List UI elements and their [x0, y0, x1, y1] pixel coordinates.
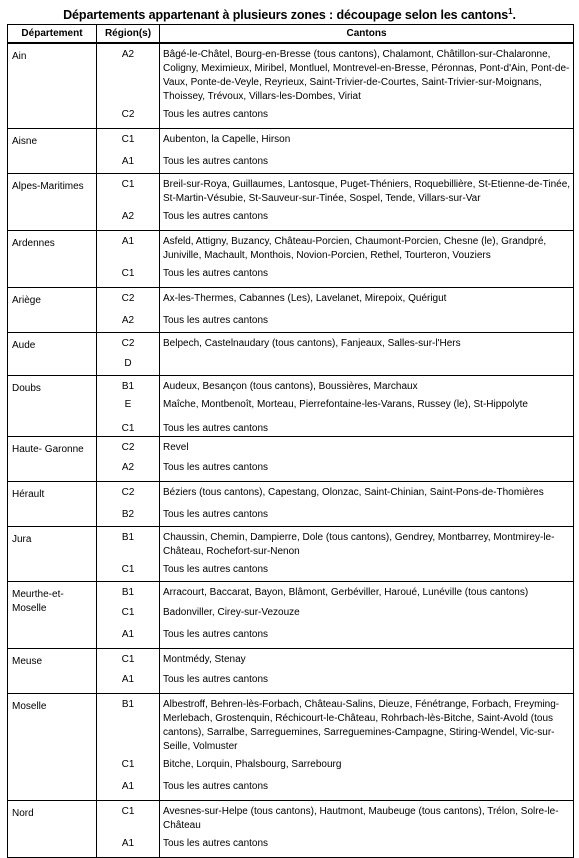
region-code: B2 — [121, 509, 135, 520]
table-row — [8, 174, 574, 231]
cantons-cell — [160, 527, 574, 582]
region-code: A1 — [121, 236, 135, 247]
region-cell — [97, 482, 160, 527]
table-row — [8, 333, 574, 376]
cantons-list: Tous les autres cantons — [163, 838, 269, 849]
departement-cell: Ariège — [8, 288, 97, 333]
region-cell — [97, 43, 160, 129]
region-code: C1 — [121, 179, 135, 190]
region-code: A1 — [121, 629, 135, 640]
cantons-list: Tous les autres cantons — [163, 315, 269, 326]
region-code: C1 — [121, 134, 135, 145]
cantons-list — [163, 355, 573, 375]
table-row — [8, 376, 574, 437]
cantons-list: Tous les autres cantons — [163, 423, 269, 434]
region-code: E — [124, 399, 132, 410]
cantons-list: Montmédy, Stenay — [163, 654, 246, 665]
region-code: C2 — [121, 442, 135, 453]
region-cell — [97, 527, 160, 582]
region-code: C2 — [121, 338, 135, 349]
table-row — [8, 231, 574, 288]
cantons-cell — [160, 174, 574, 231]
table-header-row — [8, 25, 574, 44]
table-row — [8, 43, 574, 129]
region-code: C1 — [121, 564, 135, 575]
cantons-cell — [160, 288, 574, 333]
departement-cell: Meuse — [8, 649, 97, 694]
departement-cell: Jura — [8, 527, 97, 582]
cantons-list: Belpech, Castelnaudary (tous cantons), Fanjeaux, Salles-sur-l'Hers — [163, 338, 461, 349]
cantons-list: Bâgé-le-Châtel, Bourg-en-Bresse (tous cantons), Chalamont, Châtillon-sur-Chalaronne, Coligny, Meximieux, Miribel, Montluel, Montrevel-en-Bresse, Péronnas, Pont-d'Ain, Pont-de-Vaux, Ponte-de-Veyle, Reyrieux, Saint-Trivier-de-Courtes, Saint-Trivier-sur-Moignans, Thoissey, Trévoux, Villars-les-Dombes, Viriat — [163, 49, 570, 102]
cantons-list: Tous les autres cantons — [163, 629, 269, 640]
region-code: C1 — [121, 654, 135, 665]
region-code: C2 — [121, 293, 135, 304]
cantons-cell — [160, 482, 574, 527]
cantons-list: Albestroff, Behren-lès-Forbach, Château-Salins, Dieuze, Fénétrange, Forbach, Freyming-Merlebach, Grostenquin, Réchicourt-le-Château, Rohrbach-lès-Bitche, Saint-Avold (tous cantons), Sarralbe, Sarreguemines, Sarreguemines-Campagne, Stiring-Wendel, Vic-sur-Seille, Volmuster — [163, 699, 560, 752]
departement-cell: Doubs — [8, 376, 97, 437]
cantons-cell — [160, 801, 574, 858]
region-code: C1 — [121, 759, 135, 770]
departement-cell: Aude — [8, 333, 97, 376]
cantons-list: Tous les autres cantons — [163, 781, 269, 792]
cantons-list: Arracourt, Baccarat, Bayon, Blâmont, Gerbéviller, Haroué, Lunéville (tous cantons) — [163, 587, 529, 598]
region-cell — [97, 333, 160, 376]
cantons-cell — [160, 649, 574, 694]
cantons-list: Bitche, Lorquin, Phalsbourg, Sarrebourg — [163, 759, 342, 770]
cantons-cell — [160, 231, 574, 288]
cantons-list: Asfeld, Attigny, Buzancy, Château-Porcien, Chaumont-Porcien, Chesne (le), Grandpré, Juniville, Machault, Monthois, Novion-Porcien, Rethel, Tourteron, Vouziers — [163, 236, 547, 261]
table-row — [8, 482, 574, 527]
cantons-list: Tous les autres cantons — [163, 156, 269, 167]
cantons-cell — [160, 694, 574, 801]
table-row — [8, 288, 574, 333]
region-code: D — [124, 358, 132, 369]
cantons-cell — [160, 376, 574, 437]
cantons-list: Tous les autres cantons — [163, 109, 269, 120]
region-cell — [97, 649, 160, 694]
region-code: A1 — [121, 838, 135, 849]
header-departement: Département — [8, 25, 97, 44]
cantons-list: Revel — [163, 442, 189, 453]
region-cell — [97, 288, 160, 333]
cantons-list: Tous les autres cantons — [163, 211, 269, 222]
departement-cell: Ain — [8, 43, 97, 129]
table-row — [8, 694, 574, 801]
region-code: C1 — [121, 607, 135, 618]
region-code: B1 — [121, 587, 135, 598]
cantons-list: Audeux, Besançon (tous cantons), Boussières, Marchaux — [163, 381, 418, 392]
title-text: Départements appartenant à plusieurs zones : découpage selon les cantons — [63, 8, 509, 23]
region-code: A1 — [121, 781, 135, 792]
departement-cell: Alpes-Maritimes — [8, 174, 97, 231]
departement-cell: Moselle — [8, 694, 97, 801]
cantons-list: Tous les autres cantons — [163, 268, 269, 279]
title-footnote: 1 — [508, 7, 513, 16]
cantons-list: Badonviller, Cirey-sur-Vezouze — [163, 607, 300, 618]
table-row — [8, 801, 574, 858]
table-row — [8, 582, 574, 649]
region-code: C2 — [121, 487, 135, 498]
region-code: C2 — [121, 109, 135, 120]
cantons-cell — [160, 333, 574, 376]
region-code: A1 — [121, 156, 135, 167]
region-cell — [97, 174, 160, 231]
region-code: C1 — [121, 423, 135, 434]
region-cell — [97, 582, 160, 649]
cantons-list: Tous les autres cantons — [163, 509, 269, 520]
cantons-list: Maîche, Montbenoît, Morteau, Pierrefontaine-les-Varans, Russey (le), St-Hippolyte — [163, 399, 528, 410]
header-cantons: Cantons — [160, 25, 574, 44]
cantons-list: Ax-les-Thermes, Cabannes (Les), Lavelanet, Mirepoix, Quérigut — [163, 293, 447, 304]
region-code: C1 — [121, 268, 135, 279]
cantons-list: Tous les autres cantons — [163, 564, 269, 575]
region-code: C1 — [121, 806, 135, 817]
cantons-cell — [160, 437, 574, 482]
region-code: B1 — [121, 699, 135, 710]
region-code: A2 — [121, 49, 135, 60]
table-row — [8, 437, 574, 482]
region-code: B1 — [121, 532, 135, 543]
table-row — [8, 129, 574, 174]
table-row — [8, 527, 574, 582]
cantons-list: Tous les autres cantons — [163, 674, 269, 685]
cantons-cell — [160, 582, 574, 649]
document-title: Départements appartenant à plusieurs zones : découpage selon les cantons$^1$. — [63, 7, 516, 23]
cantons-list: Chaussin, Chemin, Dampierre, Dole (tous cantons), Gendrey, Montbarrey, Montmirey-le-Château, Rochefort-sur-Nenon — [163, 532, 555, 557]
region-code: A1 — [121, 674, 135, 685]
departement-cell: Haute- Garonne — [8, 437, 97, 482]
departement-cell: Nord — [8, 801, 97, 858]
departement-cell: Ardennes — [8, 231, 97, 288]
departement-cell: Hérault — [8, 482, 97, 527]
cantons-list: Breil-sur-Roya, Guillaumes, Lantosque, Puget-Théniers, Roquebillière, St-Etienne-de-Tinée, St-Martin-Vésubie, St-Sauveur-sur-Tinée, Sospel, Tende, Villars-sur-Var — [163, 179, 571, 204]
region-cell — [97, 694, 160, 801]
cantons-cell — [160, 129, 574, 174]
region-cell — [97, 129, 160, 174]
cantons-table — [7, 24, 574, 858]
region-code: A2 — [121, 462, 135, 473]
departement-cell: Meurthe-et- Moselle — [8, 582, 97, 649]
cantons-list: Avesnes-sur-Helpe (tous cantons), Hautmont, Maubeuge (tous cantons), Trélon, Solre-le-Château — [163, 806, 559, 831]
region-cell — [97, 231, 160, 288]
region-cell — [97, 376, 160, 437]
cantons-list: Aubenton, la Capelle, Hirson — [163, 134, 291, 145]
region-code: A2 — [121, 211, 135, 222]
cantons-cell — [160, 43, 574, 129]
region-cell — [97, 437, 160, 482]
cantons-list: Tous les autres cantons — [163, 462, 269, 473]
region-cell — [97, 801, 160, 858]
region-code: B1 — [121, 381, 135, 392]
departement-cell: Aisne — [8, 129, 97, 174]
table-row — [8, 649, 574, 694]
header-regions: Région(s) — [97, 25, 160, 44]
region-code: A2 — [121, 315, 135, 326]
cantons-list: Béziers (tous cantons), Capestang, Olonzac, Saint-Chinian, Saint-Pons-de-Thomières — [163, 487, 544, 498]
